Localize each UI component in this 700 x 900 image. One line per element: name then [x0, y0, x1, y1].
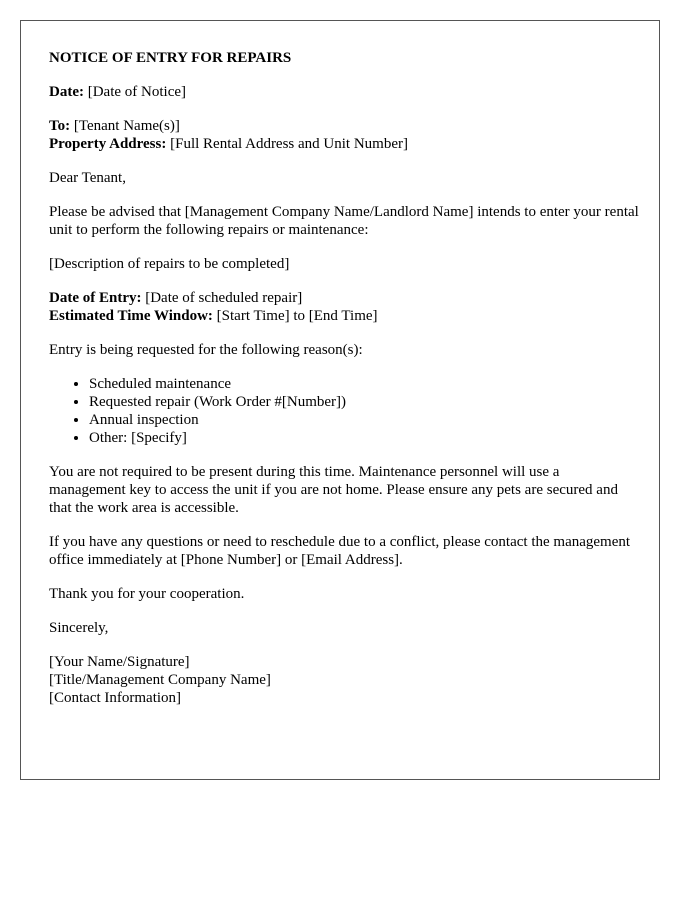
- notice-title: NOTICE OF ENTRY FOR REPAIRS: [49, 50, 292, 66]
- notice-content: [49, 49, 639, 723]
- schedule-block: [49, 289, 639, 325]
- reasons-list: [49, 375, 639, 447]
- list-item: • Requested repair (Work Order #[Number]): [89, 393, 639, 411]
- intro-paragraph: Please be advised that [Management Company Name/Landlord Name] intends to enter your rental unit to perform the following repairs or maintenance:: [49, 204, 639, 238]
- time-window-label: Estimated Time Window:: [49, 308, 213, 324]
- date-label: Date:: [49, 84, 84, 100]
- date-line: [49, 83, 639, 101]
- entry-date-label: Date of Entry:: [49, 290, 142, 306]
- greeting: Dear Tenant,: [49, 170, 126, 186]
- list-item: • Scheduled maintenance: [89, 375, 639, 393]
- repair-description: [Description of repairs to be completed]: [49, 256, 290, 272]
- signature-block: [49, 653, 639, 707]
- to-value: [Tenant Name(s)]: [70, 118, 180, 134]
- to-label: To:: [49, 118, 71, 134]
- to-line: [49, 117, 639, 135]
- property-label: Property Address:: [49, 136, 167, 152]
- signature-contact: [Contact Information]: [49, 690, 182, 706]
- closing-line: Sincerely,: [49, 620, 109, 636]
- presence-paragraph: You are not required to be present during this time. Maintenance personnel will use a management key to access the unit if you are not home. Please ensure any pets are secured and that the work area is accessible.: [49, 464, 618, 516]
- signature-title: [Title/Management Company Name]: [49, 672, 271, 688]
- thanks-line: Thank you for your cooperation.: [49, 586, 245, 602]
- list-item: • Annual inspection: [89, 411, 639, 429]
- notice-page: [20, 20, 660, 780]
- entry-date-value: [Date of scheduled repair]: [141, 290, 303, 306]
- date-value: [Date of Notice]: [83, 84, 187, 100]
- list-item: • Other: [Specify]: [89, 429, 639, 447]
- property-value: [Full Rental Address and Unit Number]: [166, 136, 408, 152]
- questions-paragraph: If you have any questions or need to reschedule due to a conflict, please contact the management office immediately at [Phone Number] or [Email Address].: [49, 534, 631, 568]
- reasons-intro: Entry is being requested for the following reason(s):: [49, 342, 363, 358]
- recipient-block: [49, 117, 639, 153]
- signature-name: [Your Name/Signature]: [49, 654, 190, 670]
- time-window-value: [Start Time] to [End Time]: [212, 308, 378, 324]
- property-line: [49, 135, 639, 153]
- entry-date-line: [49, 289, 639, 307]
- time-window-line: [49, 307, 639, 325]
